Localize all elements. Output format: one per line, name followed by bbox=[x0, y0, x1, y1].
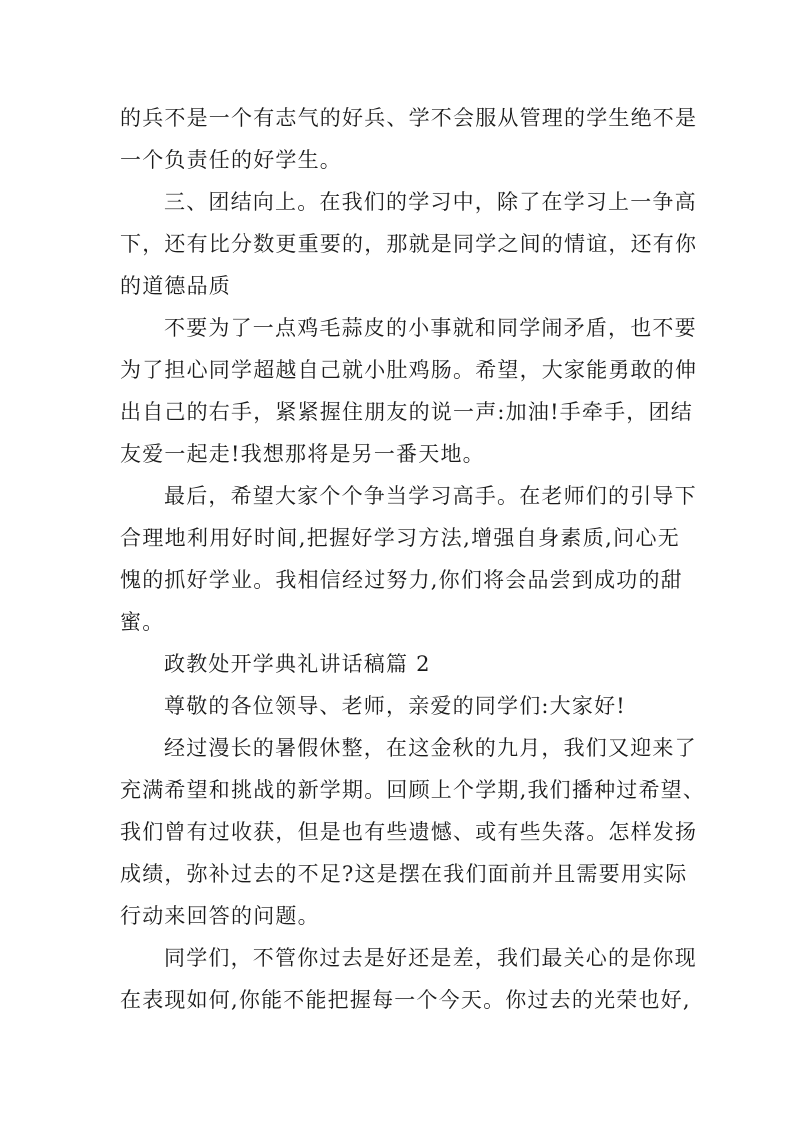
paragraph-line: 一个负责任的好学生。 bbox=[120, 148, 342, 172]
paragraph-line: 的道德品质 bbox=[120, 274, 231, 298]
paragraph-line: 蜜。 bbox=[120, 610, 165, 634]
paragraph-line: 同学们，不管你过去是好还是差，我们最关心的是你现 bbox=[164, 946, 697, 970]
paragraph-line: 在表现如何,你能不能把握每一个今天。你过去的光荣也好, bbox=[120, 988, 691, 1012]
paragraph-line: 我们曾有过收获，但是也有些遗憾、或有些失落。怎样发扬 bbox=[120, 820, 698, 844]
paragraph-line: 行动来回答的问题。 bbox=[120, 904, 320, 928]
paragraph-line: 为了担心同学超越自己就小肚鸡肠。希望，大家能勇敢的伸 bbox=[120, 358, 698, 382]
paragraph-line: 友爱一起走!我想那将是另一番天地。 bbox=[120, 442, 485, 466]
paragraph-line: 出自己的右手，紧紧握住朋友的说一声:加油!手牵手，团结 bbox=[120, 400, 693, 424]
paragraph-line: 下，还有比分数更重要的，那就是同学之间的情谊，还有你 bbox=[120, 232, 698, 256]
paragraph-line: 愧的抓好学业。我相信经过努力,你们将会品尝到成功的甜 bbox=[120, 568, 683, 592]
paragraph-line: 不要为了一点鸡毛蒜皮的小事就和同学闹矛盾，也不要 bbox=[164, 316, 697, 340]
paragraph-line: 的兵不是一个有志气的好兵、学不会服从管理的学生绝不是 bbox=[120, 106, 698, 130]
section-heading: 政教处开学典礼讲话稿篇 2 bbox=[164, 652, 431, 676]
paragraph-line: 充满希望和挑战的新学期。回顾上个学期,我们播种过希望、 bbox=[120, 778, 706, 802]
paragraph-line: 合理地利用好时间,把握好学习方法,增强自身素质,问心无 bbox=[120, 526, 680, 550]
paragraph-line: 三、团结向上。在我们的学习中，除了在学习上一争高 bbox=[164, 190, 697, 214]
paragraph-line: 经过漫长的暑假休整，在这金秋的九月，我们又迎来了 bbox=[164, 736, 697, 760]
paragraph-line: 最后，希望大家个个争当学习高手。在老师们的引导下 bbox=[164, 484, 697, 508]
paragraph-line: 成绩，弥补过去的不足?这是摆在我们面前并且需要用实际 bbox=[120, 862, 688, 886]
greeting-line: 尊敬的各位领导、老师，亲爱的同学们:大家好! bbox=[164, 694, 626, 718]
